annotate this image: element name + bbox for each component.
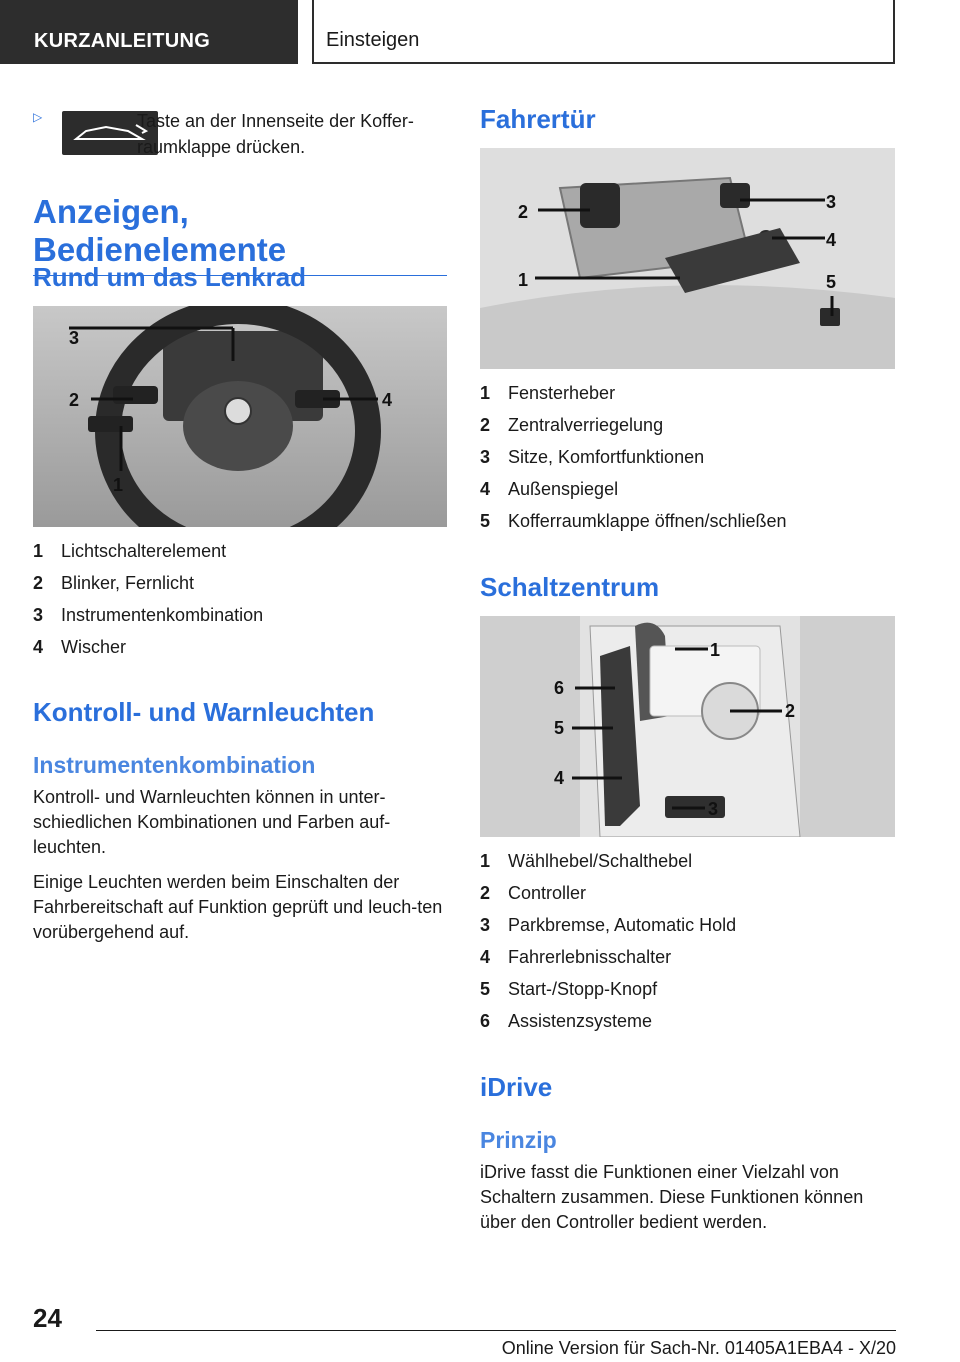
driver-door-image [480, 148, 895, 369]
legend-number: 1 [33, 540, 44, 561]
legend-item [480, 1005, 895, 1037]
page-number: 24 [33, 1303, 62, 1333]
legend-label: Assistenzsysteme [508, 1010, 653, 1031]
legend-item [480, 877, 895, 909]
header-chapter-box [312, 0, 895, 64]
instrument-cluster-subheading: Instrumentenkombination [33, 752, 316, 778]
warning-lights-heading: Kontroll- und Warnleuchten [33, 697, 375, 727]
legend-number: 1 [480, 382, 491, 403]
legend-number: 2 [33, 572, 44, 593]
warning-lights-paragraph-1: Kontroll- und Warnleuchten können in unter-schiedlichen Kombinationen und Farben auf-leuchten. [33, 787, 391, 857]
footer-divider [96, 1330, 896, 1331]
step-arrow-icon: ▷ [33, 110, 43, 124]
legend-item [480, 909, 895, 941]
legend-number: 2 [480, 414, 491, 435]
legend-item [33, 567, 447, 599]
steering-legend [33, 535, 447, 663]
steering-callout-3: 3 [69, 328, 80, 348]
legend-number: 6 [480, 1010, 491, 1031]
legend-number: 3 [33, 604, 44, 625]
steering-callout-1: 1 [113, 475, 124, 495]
legend-number: 3 [480, 914, 491, 935]
door-callout-3: 3 [826, 192, 837, 212]
door-callout-5: 5 [826, 272, 837, 292]
legend-number: 3 [480, 446, 491, 467]
steering-heading: Rund um das Lenkrad [33, 262, 307, 292]
legend-label: Fahrerlebnisschalter [508, 946, 672, 967]
legend-label: Fensterheber [508, 382, 616, 403]
warning-lights-paragraph-2: Einige Leuchten werden beim Einschalten der Fahrbereitschaft auf Funktion geprüft und leuch-ten vorübergehend auf. [33, 872, 443, 942]
legend-label: Lichtschalterelement [61, 540, 227, 561]
header-chapter-label: Einsteigen [326, 29, 420, 51]
legend-label: Start-/Stopp-Knopf [508, 978, 658, 999]
legend-label: Controller [508, 882, 587, 903]
legend-item [480, 505, 895, 537]
console-callout-5: 5 [554, 718, 565, 738]
legend-item [480, 441, 895, 473]
legend-item [480, 377, 895, 409]
legend-label: Kofferraumklappe öffnen/schließen [508, 510, 787, 531]
legend-number: 2 [480, 882, 491, 903]
console-heading: Schaltzentrum [480, 572, 660, 602]
driver-door-legend [480, 377, 895, 537]
legend-item [480, 473, 895, 505]
console-legend [480, 845, 895, 1037]
legend-number: 5 [480, 978, 491, 999]
principle-subheading: Prinzip [480, 1127, 557, 1153]
door-callout-2: 2 [518, 202, 529, 222]
legend-item [480, 845, 895, 877]
console-callout-4: 4 [554, 768, 565, 788]
console-callout-6: 6 [554, 678, 565, 698]
steering-wheel-image [33, 306, 447, 527]
main-heading: Anzeigen, Bedienelemente [33, 193, 447, 276]
legend-label: Blinker, Fernlicht [61, 572, 195, 593]
center-console-image [480, 616, 895, 837]
legend-item [33, 535, 447, 567]
steering-callout-4: 4 [382, 390, 393, 410]
legend-number: 5 [480, 510, 491, 531]
console-callout-3: 3 [708, 799, 719, 819]
footer-version-text: Online Version für Sach-Nr. 01405A1EBA4 - X/20 [501, 1338, 896, 1358]
idrive-paragraph: iDrive fasst die Funktionen einer Vielzahl von Schaltern zusammen. Diese Funktionen können über den Controller bedient werden. [480, 1162, 864, 1232]
legend-number: 1 [480, 850, 491, 871]
intro-step-text: Taste an der Innenseite der Koffer-raumklappe drücken. [137, 111, 414, 157]
legend-number: 4 [480, 478, 491, 499]
legend-item [33, 599, 447, 631]
legend-label: Zentralverriegelung [508, 414, 664, 435]
steering-callout-2: 2 [69, 390, 80, 410]
driver-door-heading: Fahrertür [480, 104, 596, 134]
legend-label: Wählhebel/Schalthebel [508, 850, 693, 871]
console-callout-2: 2 [785, 701, 796, 721]
door-callout-1: 1 [518, 270, 529, 290]
legend-number: 4 [480, 946, 491, 967]
legend-item [33, 631, 447, 663]
console-callout-1: 1 [710, 640, 721, 660]
door-callout-4: 4 [826, 230, 837, 250]
legend-label: Sitze, Komfortfunktionen [508, 446, 705, 467]
header-section-label: KURZANLEITUNG [34, 30, 211, 52]
legend-item [480, 973, 895, 1005]
legend-item [480, 409, 895, 441]
header-section-tab [0, 0, 298, 64]
legend-label: Wischer [61, 636, 127, 657]
legend-number: 4 [33, 636, 44, 657]
legend-item [480, 941, 895, 973]
legend-label: Parkbremse, Automatic Hold [508, 914, 737, 935]
legend-label: Außenspiegel [508, 478, 619, 499]
intro-step [33, 108, 447, 168]
legend-label: Instrumentenkombination [61, 604, 264, 625]
idrive-heading: iDrive [480, 1072, 553, 1102]
